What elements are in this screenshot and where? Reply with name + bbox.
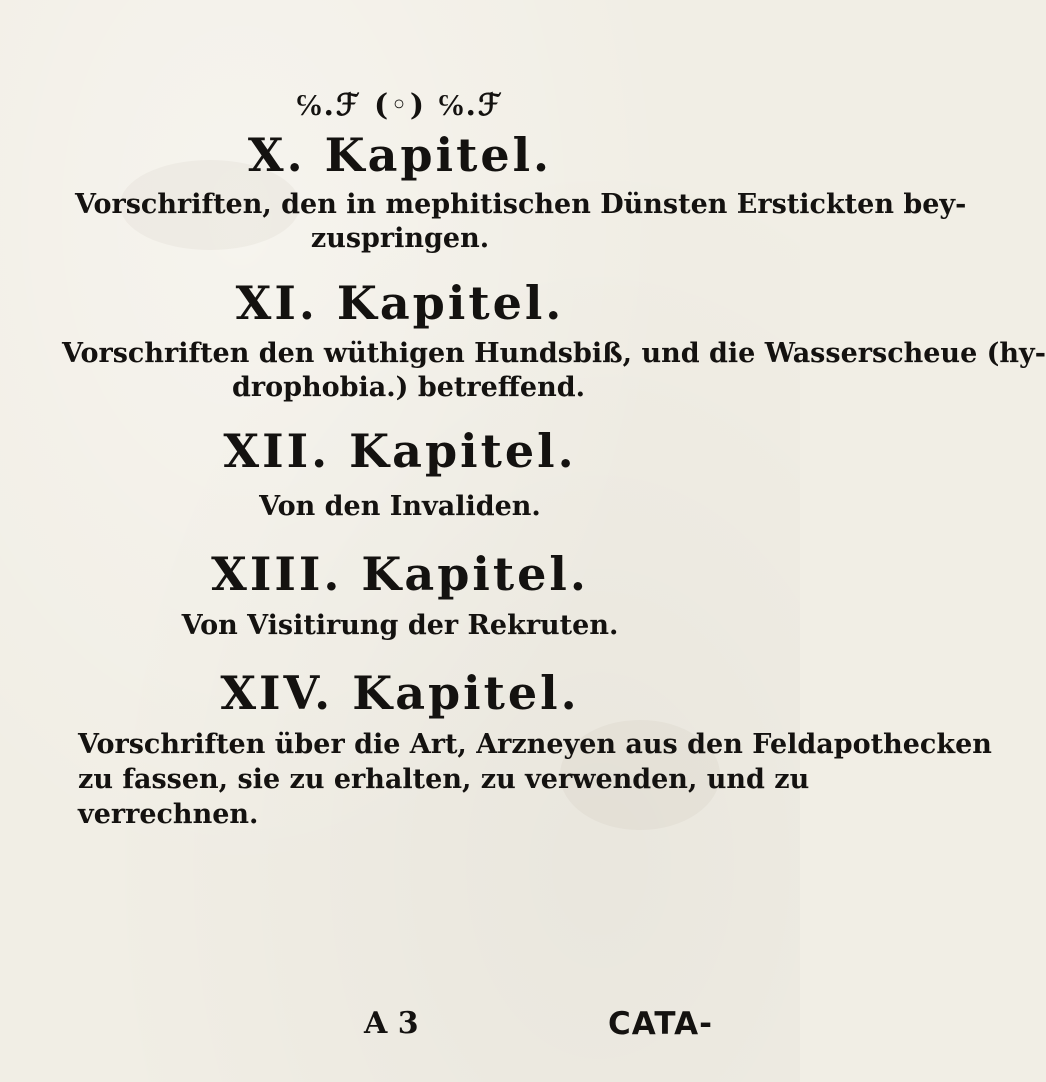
catchword: CATA- <box>608 1006 713 1042</box>
chapter-text-line: verrechnen. <box>78 799 259 830</box>
page-ornament: ℅.ℱ (◦) ℅.ℱ <box>296 88 504 123</box>
chapter-heading: X. Kapitel. <box>247 128 553 182</box>
chapter-heading: XI. Kapitel. <box>235 276 565 330</box>
chapter-heading: XII. Kapitel. <box>223 424 577 478</box>
chapter-text-line: drophobia.) betreffend. <box>232 372 586 403</box>
chapter-text-line: zu fassen, sie zu erhalten, zu verwenden, und zu <box>78 764 810 795</box>
chapter-heading: XIII. Kapitel. <box>211 547 589 601</box>
chapter-text-line: Vorschriften, den in mephitischen Dünsten Erstickten bey- <box>75 189 967 220</box>
chapter-text-line: Vorschriften den wüthigen Hundsbiß, und die Wasserscheue (hy- <box>62 338 1046 369</box>
signature-mark: A 3 <box>364 1006 419 1041</box>
chapter-heading: XIV. Kapitel. <box>220 666 580 720</box>
chapter-text-line: zuspringen. <box>310 223 490 254</box>
chapter-text-line: Vorschriften über die Art, Arzneyen aus den Feldapothecken <box>78 729 992 760</box>
chapter-text-line: Von den Invaliden. <box>259 491 541 522</box>
chapter-text-line: Von Visitirung der Rekruten. <box>181 610 619 641</box>
